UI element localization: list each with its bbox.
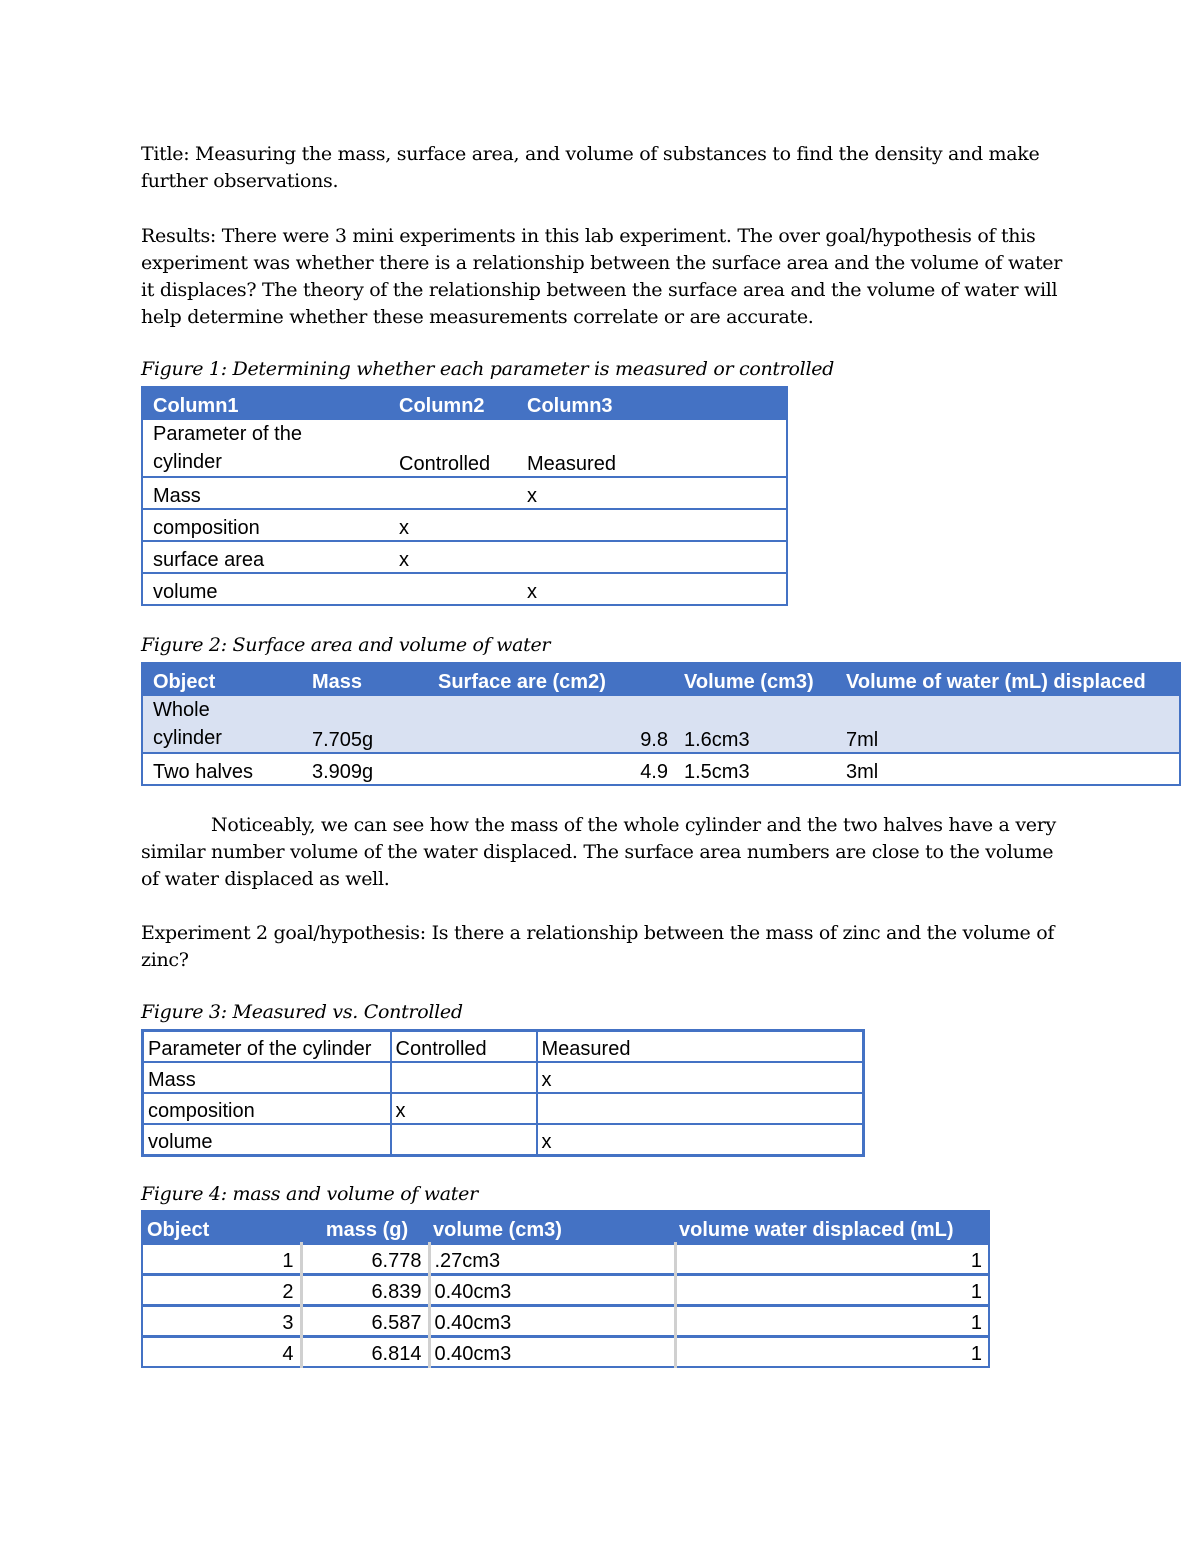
table-cell: 7.705g (302, 695, 428, 753)
figure2-table (141, 662, 1181, 786)
table-cell: x (391, 1093, 537, 1124)
table-row (142, 753, 1180, 785)
table-cell: x (389, 541, 517, 573)
table-row (142, 1306, 989, 1337)
table-cell: 1.6cm3 (674, 695, 836, 753)
column-header: volume water displaced (mL) (675, 1211, 989, 1244)
column-header: mass (g) (301, 1211, 429, 1244)
column-header: Volume of water (mL) displaced (836, 663, 1180, 695)
table-row (142, 1275, 989, 1306)
table-cell: 3.909g (302, 753, 428, 785)
table-cell: 1 (675, 1275, 989, 1306)
table-cell: 9.8 (428, 695, 674, 753)
table-cell: Two halves (142, 753, 302, 785)
table-cell: 0.40cm3 (429, 1306, 675, 1337)
table-row (143, 1031, 864, 1063)
column-header: Object (142, 1211, 301, 1244)
table-cell: x (389, 509, 517, 541)
column-header: Volume (cm3) (674, 663, 836, 695)
table-cell: 1.5cm3 (674, 753, 836, 785)
table-cell: 6.587 (301, 1306, 429, 1337)
observation-paragraph: Noticeably, we can see how the mass of the whole cylinder and the two halves have a very similar number volume of the water displaced. The surface area numbers are close to the volume of water displaced as well. (141, 814, 1056, 890)
table-cell: volume (143, 1124, 391, 1156)
table-cell: 6.839 (301, 1275, 429, 1306)
table-cell: Controlled (391, 1031, 537, 1063)
table-cell (517, 541, 787, 573)
table-cell: 1 (142, 1244, 301, 1275)
column-header: volume (cm3) (429, 1211, 675, 1244)
table-cell (389, 573, 517, 605)
figure2-caption: Figure 2: Surface area and volume of water (141, 634, 551, 656)
table-cell: 4 (142, 1337, 301, 1368)
table-cell: composition (143, 1093, 391, 1124)
table-cell: 1 (675, 1306, 989, 1337)
table-cell: Mass (142, 477, 389, 509)
cell-line: cylinder (153, 451, 222, 473)
table-cell: 6.814 (301, 1337, 429, 1368)
table-row (143, 1093, 864, 1124)
table-cell: 0.40cm3 (429, 1275, 675, 1306)
table-cell: Mass (143, 1062, 391, 1093)
title-paragraph: Title: Measuring the mass, surface area, and volume of substances to find the density and make further observations. (141, 143, 1040, 192)
column-header: Mass (302, 663, 428, 695)
figure4-table (141, 1210, 990, 1368)
table-row (142, 1337, 989, 1368)
table-cell: 7ml (836, 695, 1180, 753)
table-cell (391, 1062, 537, 1093)
table-cell: 1 (675, 1337, 989, 1368)
table-cell (142, 695, 302, 753)
table-cell (142, 419, 389, 477)
table-cell (389, 477, 517, 509)
table-row (142, 419, 787, 477)
table-row (142, 573, 787, 605)
figure4-caption: Figure 4: mass and volume of water (141, 1183, 478, 1205)
table-row (142, 477, 787, 509)
table-cell: 3ml (836, 753, 1180, 785)
results-paragraph: Results: There were 3 mini experiments in this lab experiment. The over goal/hypothesis of this experiment was whether there is a relationship between the surface area and the volume of water it displaces? The theory of the relationship between the surface area and the volume of water will help determine whether these measurements correlate or are accurate. (141, 225, 1063, 328)
table-cell: 1 (675, 1244, 989, 1275)
table-row (143, 1124, 864, 1156)
table-cell: surface area (142, 541, 389, 573)
figure1-table (141, 386, 788, 606)
table-header-row (142, 663, 1180, 695)
table-cell: 0.40cm3 (429, 1337, 675, 1368)
table-row (143, 1062, 864, 1093)
table-cell: Measured (517, 419, 787, 477)
table-cell: volume (142, 573, 389, 605)
column-header: Object (142, 663, 302, 695)
table-cell: Parameter of the cylinder (143, 1031, 391, 1063)
table-header-row (142, 1211, 989, 1244)
table-cell: Measured (537, 1031, 864, 1063)
cell-line: Parameter of the (153, 423, 302, 445)
column-header: Column2 (389, 387, 517, 419)
table-cell (517, 509, 787, 541)
table-header-row (142, 387, 787, 419)
table-row (142, 541, 787, 573)
figure1-caption: Figure 1: Determining whether each parameter is measured or controlled (141, 358, 835, 380)
table-cell: 3 (142, 1306, 301, 1337)
experiment2-paragraph: Experiment 2 goal/hypothesis: Is there a relationship between the mass of zinc and the volume of zinc? (141, 922, 1055, 971)
table-cell: .27cm3 (429, 1244, 675, 1275)
cell-line: cylinder (153, 727, 222, 749)
table-cell (537, 1093, 864, 1124)
table-cell: x (537, 1062, 864, 1093)
cell-line: Whole (153, 699, 210, 721)
figure3-caption: Figure 3: Measured vs. Controlled (141, 1001, 463, 1023)
table-cell: composition (142, 509, 389, 541)
table-row (142, 1244, 989, 1275)
table-cell: 6.778 (301, 1244, 429, 1275)
figure3-table (141, 1029, 865, 1157)
table-cell: x (517, 573, 787, 605)
table-cell: 4.9 (428, 753, 674, 785)
column-header: Surface are (cm2) (428, 663, 674, 695)
table-row (142, 509, 787, 541)
table-cell: 2 (142, 1275, 301, 1306)
table-row (142, 695, 1180, 753)
column-header: Column3 (517, 387, 787, 419)
table-cell: Controlled (389, 419, 517, 477)
table-cell (391, 1124, 537, 1156)
table-cell: x (517, 477, 787, 509)
table-cell: x (537, 1124, 864, 1156)
column-header: Column1 (142, 387, 389, 419)
